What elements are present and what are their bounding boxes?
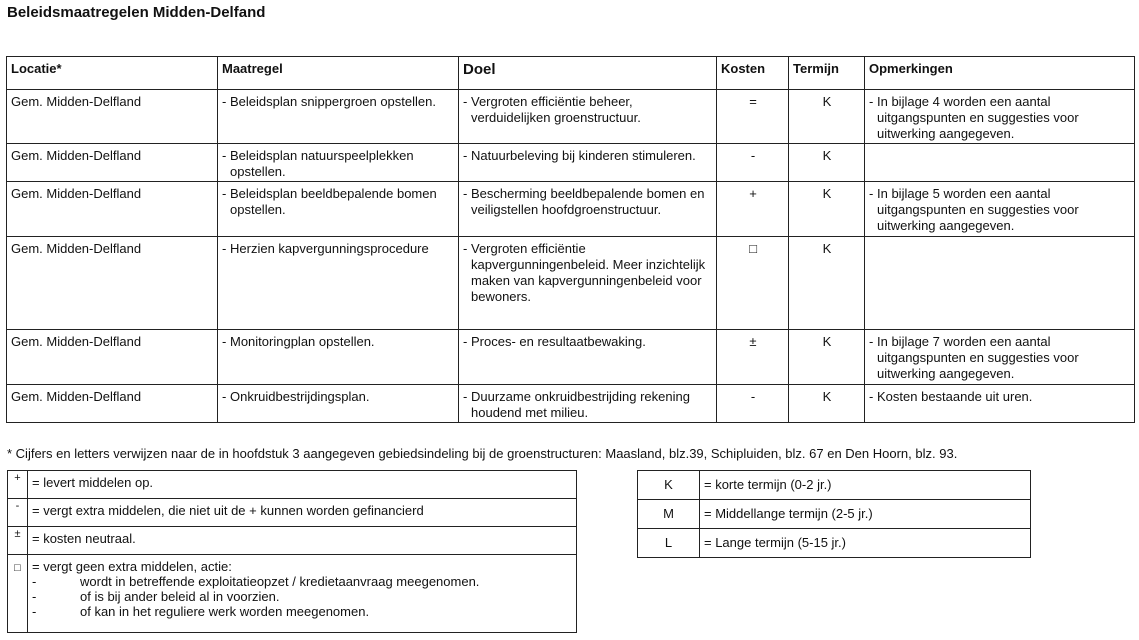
cell-doel-container <box>459 144 717 182</box>
table-row <box>7 90 1135 144</box>
column-header-kosten: Kosten <box>717 57 789 90</box>
legend-subitem-text: wordt in betreffende exploitatieopzet / kredietaanvraag meegenomen. <box>80 574 480 589</box>
legend-text: = vergt geen extra middelen, actie: <box>32 559 232 574</box>
cell-maatregel-line <box>222 241 455 257</box>
cell-maatregel-line <box>222 186 455 218</box>
cell-maatregel-line <box>222 389 455 405</box>
legend-symbol: L <box>638 529 700 558</box>
dash-marker: - <box>32 574 37 589</box>
cell-maatregel-container <box>218 182 459 237</box>
cell-opmerkingen: In bijlage 5 worden een aantal uitgangspunten en suggesties voor uitwerking aangegeven. <box>877 186 1079 233</box>
cell-maatregel: Beleidsplan snippergroen opstellen. <box>230 94 436 109</box>
column-header-termijn: Termijn <box>789 57 865 90</box>
dash-marker: - <box>463 94 468 109</box>
cell-locatie: Gem. Midden-Delfland <box>7 385 218 423</box>
cell-opmerkingen: In bijlage 4 worden een aantal uitgangspunten en suggesties voor uitwerking aangegeven. <box>877 94 1079 141</box>
cell-kosten: - <box>717 144 789 182</box>
cell-maatregel: Onkruidbestrijdingsplan. <box>230 389 370 404</box>
cell-termijn: K <box>789 385 865 423</box>
legend-subitem <box>32 574 573 589</box>
cell-maatregel: Herzien kapvergunningsprocedure <box>230 241 429 256</box>
cell-doel: Duurzame onkruidbestrijding rekening houdend met milieu. <box>471 389 690 420</box>
table-row <box>7 330 1135 385</box>
legend-row <box>8 471 577 499</box>
dash-marker: - <box>32 604 37 619</box>
cell-termijn: K <box>789 144 865 182</box>
table-row <box>7 385 1135 423</box>
column-header-opmerkingen: Opmerkingen <box>865 57 1135 90</box>
dash-marker: - <box>222 94 227 109</box>
cell-opmerkingen-container <box>865 237 1135 330</box>
dash-marker: - <box>222 148 227 163</box>
cell-kosten: □ <box>717 237 789 330</box>
cell-doel-line <box>463 334 713 350</box>
cell-opmerkingen: Kosten bestaande uit uren. <box>877 389 1033 404</box>
legend-text: = levert middelen op. <box>28 471 577 499</box>
cell-doel-line <box>463 241 713 305</box>
cell-doel-container <box>459 330 717 385</box>
legend-symbol: K <box>638 471 700 500</box>
cell-maatregel-container <box>218 385 459 423</box>
cell-kosten: + <box>717 182 789 237</box>
legend-row <box>8 527 577 555</box>
dash-marker: - <box>869 334 874 349</box>
cell-maatregel: Monitoringplan opstellen. <box>230 334 375 349</box>
cell-maatregel: Beleidsplan beeldbepalende bomen opstellen. <box>230 186 437 217</box>
column-header-doel: Doel <box>459 57 717 90</box>
cell-doel-line <box>463 148 713 164</box>
dash-marker: - <box>869 94 874 109</box>
cell-doel-line <box>463 94 713 126</box>
cell-locatie: Gem. Midden-Delfland <box>7 90 218 144</box>
legend-row <box>8 555 577 633</box>
cell-locatie: Gem. Midden-Delfland <box>7 330 218 385</box>
table-row <box>7 237 1135 330</box>
cell-maatregel-container <box>218 330 459 385</box>
cell-doel-container <box>459 90 717 144</box>
dash-marker: - <box>463 148 468 163</box>
legend-text: = korte termijn (0-2 jr.) <box>700 471 1031 500</box>
legend-symbol: - <box>8 499 28 527</box>
footnote: * Cijfers en letters verwijzen naar de in hoofdstuk 3 aangegeven gebiedsindeling bij de groenstructuren: Maasland, blz.39, Schipluiden, blz. 67 en Den Hoorn, blz. 93. <box>7 446 958 461</box>
dash-marker: - <box>222 241 227 256</box>
cell-termijn: K <box>789 237 865 330</box>
cell-maatregel: Beleidsplan natuurspeelplekken opstellen. <box>230 148 414 179</box>
legend-subitem <box>32 589 573 604</box>
term-legend-table <box>637 470 1031 558</box>
legend-row <box>8 499 577 527</box>
cell-doel: Vergroten efficiëntie kapvergunningenbeleid. Meer inzichtelijk maken van kapvergunningenbeleid voor bewoners. <box>471 241 706 304</box>
legend-symbol: M <box>638 500 700 529</box>
cell-opmerkingen-container <box>865 385 1135 423</box>
cell-locatie: Gem. Midden-Delfland <box>7 144 218 182</box>
cell-opmerkingen-container <box>865 330 1135 385</box>
cell-opmerkingen: In bijlage 7 worden een aantal uitgangspunten en suggesties voor uitwerking aangegeven. <box>877 334 1079 381</box>
cell-maatregel-line <box>222 334 455 350</box>
cell-termijn: K <box>789 90 865 144</box>
cell-locatie: Gem. Midden-Delfland <box>7 182 218 237</box>
cell-opmerkingen-line <box>869 389 1131 405</box>
dash-marker: - <box>463 186 468 201</box>
cell-opmerkingen-container <box>865 90 1135 144</box>
legend-symbol: + <box>8 471 28 499</box>
cell-termijn: K <box>789 330 865 385</box>
column-header-maatregel: Maatregel <box>218 57 459 90</box>
legend-subitem-text: of is bij ander beleid al in voorzien. <box>80 589 280 604</box>
dash-marker: - <box>463 334 468 349</box>
cell-doel: Bescherming beeldbepalende bomen en veiligstellen hoofdgroenstructuur. <box>471 186 705 217</box>
measures-table <box>6 56 1135 423</box>
cell-kosten: - <box>717 385 789 423</box>
cell-doel-line <box>463 186 713 218</box>
dash-marker: - <box>222 334 227 349</box>
page-title: Beleidsmaatregelen Midden-Delfand <box>7 4 266 21</box>
cell-maatregel-line <box>222 94 455 110</box>
dash-marker: - <box>222 389 227 404</box>
dash-marker: - <box>463 389 468 404</box>
cell-kosten: = <box>717 90 789 144</box>
legend-subitem-text: of kan in het reguliere werk worden meegenomen. <box>80 604 370 619</box>
legend-text: = Middellange termijn (2-5 jr.) <box>700 500 1031 529</box>
cell-doel-container <box>459 182 717 237</box>
cell-opmerkingen-container <box>865 144 1135 182</box>
cell-doel-container <box>459 385 717 423</box>
cell-opmerkingen-line <box>869 186 1131 234</box>
cell-doel: Vergroten efficiëntie beheer, verduidelijken groenstructuur. <box>471 94 641 125</box>
legend-text: = vergt extra middelen, die niet uit de + kunnen worden gefinancierd <box>28 499 577 527</box>
dash-marker: - <box>32 589 37 604</box>
legend-row <box>638 471 1031 500</box>
dash-marker: - <box>869 389 874 404</box>
legend-symbol: ± <box>8 527 28 555</box>
legend-symbol: □ <box>8 555 28 633</box>
legend-row <box>638 500 1031 529</box>
dash-marker: - <box>463 241 468 256</box>
cell-opmerkingen-container <box>865 182 1135 237</box>
cell-termijn: K <box>789 182 865 237</box>
cell-maatregel-line <box>222 148 455 180</box>
cell-doel: Proces- en resultaatbewaking. <box>471 334 646 349</box>
table-row <box>7 144 1135 182</box>
legend-row <box>638 529 1031 558</box>
table-header-row <box>7 57 1135 90</box>
cell-doel: Natuurbeleving bij kinderen stimuleren. <box>471 148 696 163</box>
column-header-locatie: Locatie* <box>7 57 218 90</box>
cost-legend-table <box>7 470 577 633</box>
cell-maatregel-container <box>218 90 459 144</box>
cell-doel-container <box>459 237 717 330</box>
cell-maatregel-container <box>218 237 459 330</box>
cell-opmerkingen-line <box>869 334 1131 382</box>
table-row <box>7 182 1135 237</box>
legend-text: = kosten neutraal. <box>28 527 577 555</box>
cell-kosten: ± <box>717 330 789 385</box>
dash-marker: - <box>222 186 227 201</box>
cell-doel-line <box>463 389 713 421</box>
legend-text-container <box>28 555 577 633</box>
legend-subitem <box>32 604 573 619</box>
cell-opmerkingen-line <box>869 94 1131 142</box>
cell-locatie: Gem. Midden-Delfland <box>7 237 218 330</box>
dash-marker: - <box>869 186 874 201</box>
cell-maatregel-container <box>218 144 459 182</box>
legend-text: = Lange termijn (5-15 jr.) <box>700 529 1031 558</box>
